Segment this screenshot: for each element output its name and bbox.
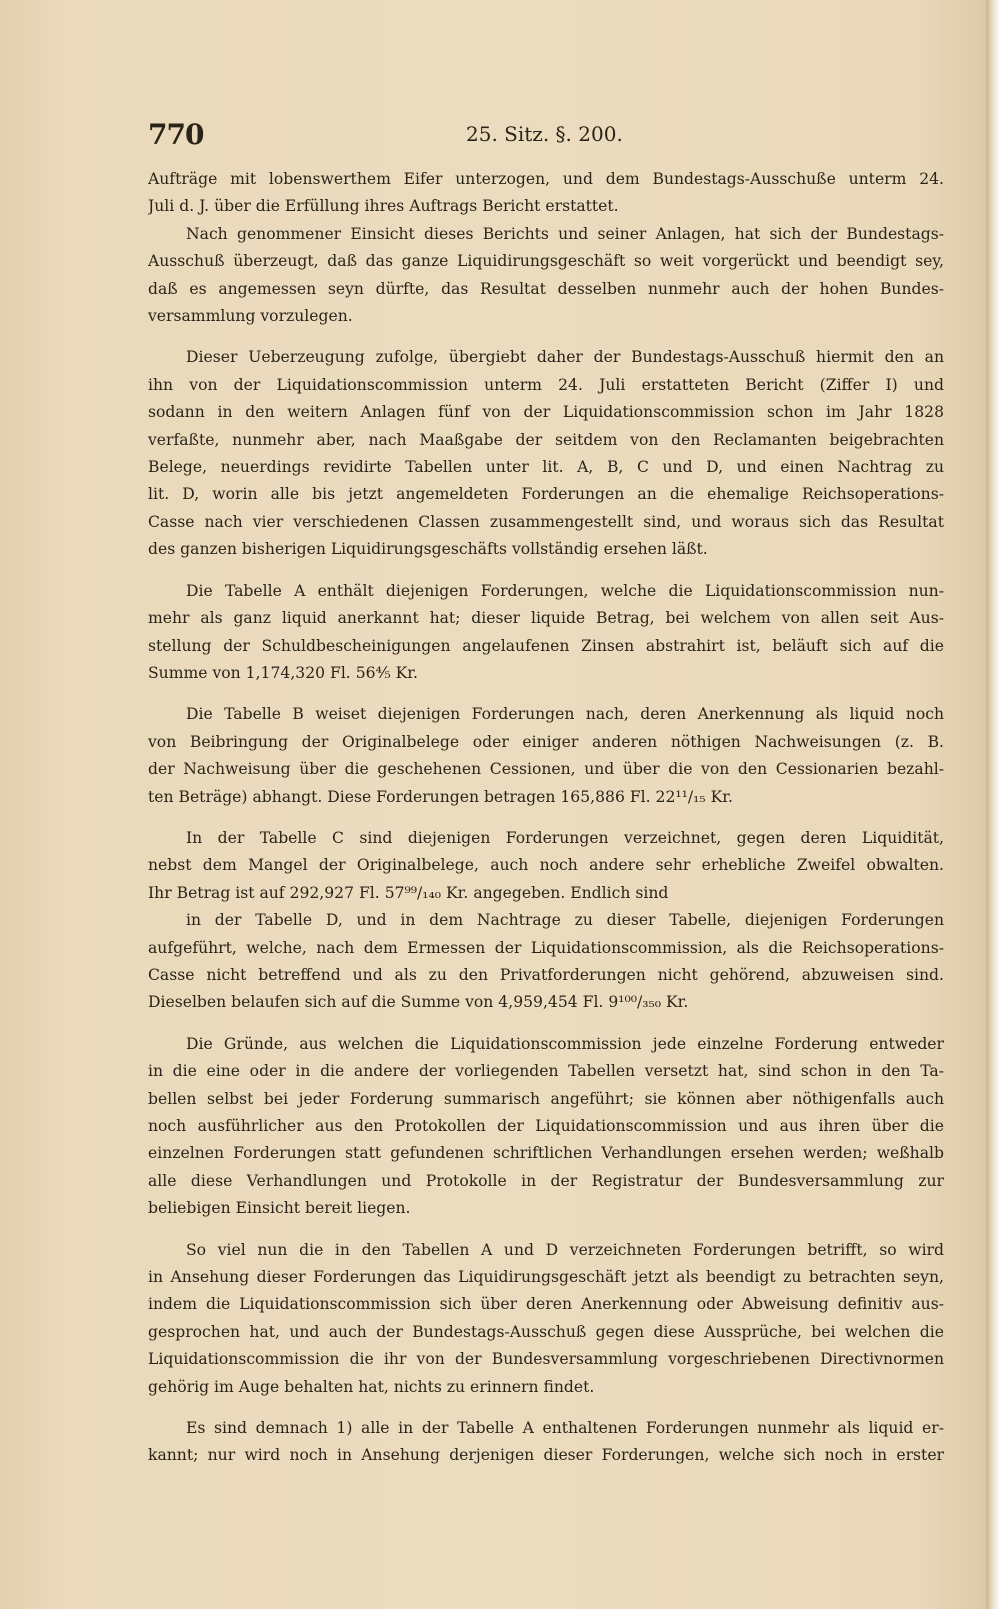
body-text [148,166,944,1470]
text-line: Die Gründe, aus welchen die Liquidationscommission jede einzelne Forderung entweder [186,1034,944,1053]
text-line: kannt; nur wird noch in Ansehung derjenigen dieser Forderungen, welche sich noch in erster [148,1446,944,1465]
text-line: Juli d. J. über die Erfüllung ihres Auftrags Bericht erstattet. [148,197,619,216]
text-line: daß es angemessen seyn dürfte, das Resultat desselben nunmehr auch der hohen Bundes- [148,279,944,298]
text-line: der Nachweisung über die geschehenen Cessionen, und über die von den Cessionarien bezahl- [148,760,944,779]
text-line: in Ansehung dieser Forderungen das Liquidirungsgeschäft jetzt als beendigt zu betrachten seyn, [148,1268,944,1287]
text-line: einzelnen Forderungen statt gefundenen schriftlichen Verhandlungen ersehen werden; weßhalb [148,1144,944,1163]
text-line: Casse nach vier verschiedenen Classen zusammengestellt sind, und woraus sich das Resultat [148,512,944,531]
text-line: nebst dem Mangel der Originalbelege, auch noch andere sehr erhebliche Zweifel obwalten. [148,856,944,875]
text-line: Nach genommener Einsicht dieses Berichts und seiner Anlagen, hat sich der Bundestags- [186,224,944,243]
text-line: Die Tabelle A enthält diejenigen Forderungen, welche die Liquidationscommission nun- [186,581,944,600]
text-line: bellen selbst bei jeder Forderung summarisch angeführt; sie können aber nöthigenfalls auch [148,1089,944,1108]
text-line: sodann in den weitern Anlagen fünf von der Liquidationscommission schon im Jahr 1828 [148,403,944,422]
text-line: gehörig im Auge behalten hat, nichts zu erinnern findet. [148,1377,595,1396]
text-line: lit. D, worin alle bis jetzt angemeldeten Forderungen an die ehemalige Reichsoperations- [148,485,944,504]
text-line: Die Tabelle B weiset diejenigen Forderungen nach, deren Anerkennung als liquid noch [186,705,944,724]
text-line: Es sind demnach 1) alle in der Tabelle A enthaltenen Forderungen nunmehr als liquid er- [186,1419,944,1438]
text-line: alle diese Verhandlungen und Protokolle in der Registratur der Bundesversammlung zur [148,1171,944,1190]
text-line: stellung der Schuldbescheinigungen angelaufenen Zinsen abstrahirt ist, beläuft sich auf die [148,636,944,655]
text-line: Dieser Ueberzeugung zufolge, übergiebt daher der Bundestags-Ausschuß hiermit den an [186,348,944,367]
text-line: mehr als ganz liquid anerkannt hat; dieser liquide Betrag, bei welchem von allen seit Aus- [148,609,944,628]
text-line: verfaßte, nunmehr aber, nach Maaßgabe der seitdem von den Reclamanten beigebrachten [148,430,944,449]
text-line: Aufträge mit lobenswerthem Eifer unterzogen, und dem Bundestags-Ausschuße unterm 24. [148,170,944,188]
text-line: In der Tabelle C sind diejenigen Forderungen verzeichnet, gegen deren Liquidität, [186,828,944,847]
text-line: in die eine oder in die andere der vorliegenden Tabellen versetzt hat, sind schon in den Ta- [148,1062,944,1081]
text-line: indem die Liquidationscommission sich über deren Anerkennung oder Abweisung definitiv aus- [148,1295,944,1314]
section-heading: 25. Sitz. §. 200. [466,122,623,146]
text-line: ten Beträge) abhangt. Diese Forderungen betragen 165,886 Fl. 22¹¹/₁₅ Kr. [148,787,733,806]
text-line: Dieselben belaufen sich auf die Summe von 4,959,454 Fl. 9¹⁰⁰/₃₅₀ Kr. [148,993,689,1012]
page-edge [986,0,1000,1609]
text-line: gesprochen hat, und auch der Bundestags-Ausschuß gegen diese Aussprüche, bei welchen die [148,1322,944,1341]
page-number: 770 [148,118,204,151]
text-line: aufgeführt, welche, nach dem Ermessen der Liquidationscommission, als die Reichsoperations- [148,938,944,957]
text-line: Casse nicht betreffend und als zu den Privatforderungen nicht gehörend, abzuweisen sind. [148,965,944,984]
text-line: noch ausführlicher aus den Protokollen der Liquidationscommission und aus ihren über die [148,1117,944,1135]
text-line: Liquidationscommission die ihr von der Bundesversammlung vorgeschriebenen Directivnormen [148,1350,944,1369]
text-line: des ganzen bisherigen Liquidirungsgeschäfts vollständig ersehen läßt. [148,540,708,559]
text-line: So viel nun die in den Tabellen A und D verzeichneten Forderungen betrifft, so wird [186,1240,944,1259]
text-line: Belege, neuerdings revidirte Tabellen unter lit. A, B, C und D, und einen Nachtrag zu [148,458,944,477]
text-line: versammlung vorzulegen. [148,307,353,326]
text-line: von Beibringung der Originalbelege oder einiger anderen nöthigen Nachweisungen (z. B. [148,732,944,751]
running-head [148,118,948,152]
text-line: in der Tabelle D, und in dem Nachtrage zu dieser Tabelle, diejenigen Forderungen [186,911,944,930]
text-line: Ausschuß überzeugt, daß das ganze Liquidirungsgeschäft so weit vorgerückt und beendigt sey, [148,252,944,271]
text-line: ihn von der Liquidationscommission unterm 24. Juli erstatteten Bericht (Ziffer I) und [148,375,944,394]
text-line: beliebigen Einsicht bereit liegen. [148,1199,411,1218]
text-line: Ihr Betrag ist auf 292,927 Fl. 57⁹⁹/₁₄₀ Kr. angegeben. Endlich sind [148,883,669,902]
text-line: Summe von 1,174,320 Fl. 56⅘ Kr. [148,663,418,682]
